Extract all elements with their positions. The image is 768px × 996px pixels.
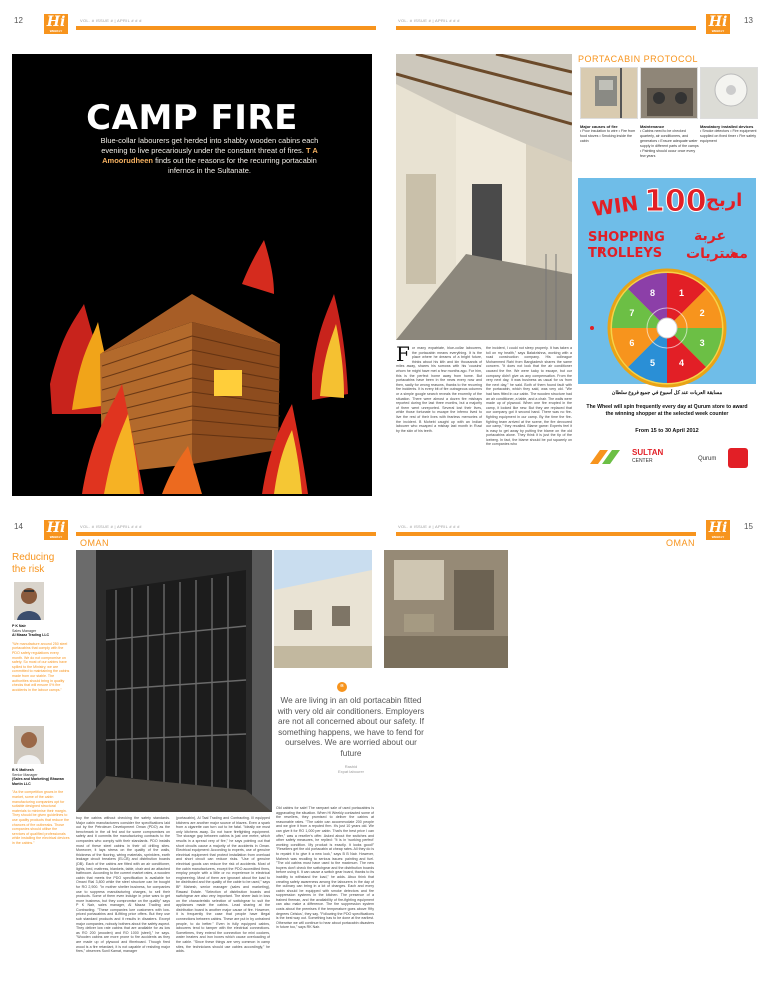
ad-line2: TROLLEYS [588, 246, 663, 261]
wheel-number: 4 [679, 358, 685, 369]
ad-line1: SHOPPING [588, 230, 665, 245]
header-rule [396, 532, 696, 536]
wheel-number: 2 [699, 308, 705, 319]
section-tag: OMAN [80, 538, 109, 548]
person-1-block: P K Nair Sales Manager Al Mazaz Trading LLC "We manufacture around 250 steel portacabins that comply with the PDO safety regulations every month. We do not compromise on safety. So most of our cabins have spilled to the Ministry, we are committed to maintaining the cabins made from our stable. The authorities should bring in quality checks that will ensure 0% fire accidents in the labour camps." [12, 624, 70, 692]
caption-fire-causes: Major causes of fire • Poor insulation to wire • Fire from food stoves • Smoking inside the cabin [580, 124, 636, 143]
hi-logo: Hi WEEKLY [44, 14, 68, 34]
header-rule [76, 26, 376, 30]
avatar-pk-nair [14, 582, 44, 620]
page-number: 13 [744, 16, 753, 25]
cabin-exterior-photo [274, 550, 372, 668]
quote-icon: “ [337, 682, 347, 692]
issue-meta: VOL. # ISSUE # | APRIL # # # [80, 18, 142, 23]
ad-english-body: The Wheel will spin frequently every day at Qurum store to award the winning shopper at the selected week counter [586, 404, 748, 417]
author-name: T A Amoorudheen [102, 146, 318, 165]
header-rule [396, 26, 696, 30]
avatar-bk-mathesh [14, 726, 44, 764]
wheel-number: 3 [699, 337, 705, 348]
ad-arabic-body: مسابقة العربات عند كل أسبوع في جميع فروع سلطان [611, 390, 723, 396]
caption-maintenance: Maintenance • Cabins need to be checked quarterly, air conditioners, and generators • Ensure adequate water supply in different parts of the camps • Painting should occur once every few years [640, 124, 699, 158]
wheel-number: 8 [649, 287, 655, 298]
portacabin-row-photo [396, 54, 572, 340]
hi-logo: Hi WEEKLY [706, 520, 730, 540]
issue-meta: VOL. # ISSUE # | APRIL # # # [398, 18, 460, 23]
page-number: 14 [14, 522, 23, 531]
hero-deck: Blue-collar labourers get herded into shabby wooden cabins each evening to live precariously under the constant threat of fires. T A Amoorudheen finds out the reasons for the recurring portacabin infernos in the Sultanate. [100, 136, 319, 175]
page-number: 15 [744, 522, 753, 531]
wheel-number: 7 [629, 308, 635, 319]
fuse-box-photo [580, 67, 638, 119]
ad-arabic-win: اربح [706, 190, 743, 211]
sultan-center-ad [578, 178, 756, 478]
body-col-1: buy the cabins without checking the safety standards. Major cabin manufacturers consider the specifications laid out by the Petroleum Development Oman (PDO) as the benchmark in the oil fed and for some compromises on safety and it commits the manufacturing contracts to the companies who comply with their standards. PDO installs most of these steel cabins in their oil drilling sites. Moreover, it lays stress on the quality of the walls, thickness of the flooring, wiring materials, sprinklers, earth leakage circuit breakers (ELCB) and distribution boards (DB). Each of the cabins are fitted with an air conditioner, lights, bed, mattress, blankets, table, chair and an attached bathroom. According to the current market rates, a wooden cabin that meets the PDO specification is available for Omani Rial 3,800 while the steel structure can be bought for RO 2,900. "In mother shelter business, for companies use to suppress manufacturing charges, to sell their products. Some of them even indulge in price wars to get more business, but they compromise on the quality" says P K Nair, sales manager, Al Mazaz Trading and Contracting. "These companies lure customers with low-priced portacabins and ill-fitting price offers. But they use sub standard products and it results in disasters. Except major companies, nobody bothers about the safety aspect. They deliver low rate cabins that are available for as low as RO 200 (wooden) and RO 1000 (steel)," he says. "Wooden cabins are more prone to fire accidents as they are made up of plywood and fibreboard. Though fired wood is a fire retardant, it is not capable of resisting major fires," observes Sunil Kamat, manager [76, 816, 170, 954]
issue-meta: VOL. # ISSUE # | APRIL # # # [80, 524, 142, 529]
stove-photo [640, 67, 698, 119]
body-col-3: Old cabins for sale! The rampant sale of used portacabins is aggravating the situation. When Hi Weekly contacted some of the resellers, they promised to deliver the cabins at reasonable rates. "The cabin can accommodate 200 people and we give it from a reputed firm. It's just 10 years old. We can give it for RO 1,000 per cabin. That's the best price I can offer," was a reseller's offer. Asked about the switches and other safety measures, he replied: "It is in 'working perfect' working condition. My product is exactly. It looks good!" "Resellers get the old portacabin at cheap rates. All they do is to repaint it to give it a new look," says B B Nair. However, Mahesh was recalling to serious issues: painting and fuel. "The old cabins must have used to the maximum. The new buyers don't check the switchgear and the distribution boards before using it. It can cause a switch gear board, thanks to its inability to withstand the load," he adds. Abuo think that creating safety awareness among the labourers in the day of the culinary can bring in a lot of changes. Each and every cabin should be equipped with smoke detectors and fire suppression systems in the kitchen. The presence of a trained fireman, and the availability of fire-fighting equipment can also make a difference. The fire suppression system costs about the premises if the temperature goes above 'fifty degrees Celsius', they say. "Following the PDO specifications is the best way out. Something has to be done at the earliest. Otherwise we will continue to hear about portacabin disasters in future too," says RK Nair. [276, 806, 374, 930]
body-col-2: (portacabin), Al Taal Trading and Contracting. Ill equipped kitchens are another major source of blazes. Even a spark from a cigarette can turn out to be fatal. "Ideally we must only kitchens away. Do not have firefighting equipment. The storage gap between cabins is just one metre, which results in a spread very of fire," he says pointing out that short circuits cause a majority of the accidents in Oman. Electrical equipment: According to experts, use of genuine electrical equipment that protect installation from overload and short circuit can reduce risks. "Use of genuine electrical goods can reduce the risk of accidents. Most of the cabin manufacturers, except the PDO accredited firms, employ people with a little or no experience in electrical engineering. Most of them are ignorant about the load to be distributed and the quality of the cable to be used," says BF Mahesh, senior manager (sales and marketing), Rawasi Estate. "Selection of distribution boards and switchgear are also very important. The sheer lack in loss on the characteristic selection of switchgear to suit the appliances made the cabins. Lead sharing at the distribution board is another major cause of fire. However, it is frequently the case that people have illegal connections between cabins. These are put in by untrained people, to do better." Even in fully equipped cabins, labourers tend to tamper with the electrical connections. Sometimes, they extend the connection for mini cookers, water heaters and iron boxes which cause overloading of the cable. "Since these things are very common in camp sites, the technicians should use cables accordingly," he adds. [176, 816, 270, 954]
article-col-1: For many expatriate, blue-collar labourers, the portacabin means everything. It is the place where he dreams of a bright future, thinks about his kith and kin thousands of miles away, shares his sorrows with his 'cousins' whom he might have met a few months ago. For him, this is the perfect home away from home. But portacabins have been in the news every now and then, sadly for wrong reasons, thanks to the recurring fire incidents. It is every bit of fire outrageous columns or a simple google search reveals the enormity of the situation. There were almost a dozen fire mishaps reported during the last three months, but a majority of them went unreported. Several lost their lives, while those fortunate to escape the inferno lived to live the rest of their lives with fearless memories of the incident. B Mohebi caught up with an Indian labourer who escaped a mishap last month in Ruwi by the skin of his teeth. [396, 346, 482, 433]
caption-devices: Mandatory installed devices • Smoke detectors • Fire equipment supplied on fixed timer • Fire safety equipment [700, 124, 757, 143]
hi-logo: Hi WEEKLY [706, 14, 730, 34]
ad-brand: SULTAN [632, 448, 664, 457]
sidebar-title: Reducing the risk [12, 552, 55, 575]
ad-dates: From 15 to 30 April 2012 [635, 428, 699, 434]
cabin-interior-photo [384, 550, 508, 668]
ad-brand-sub: CENTER [632, 458, 653, 464]
pull-quote-source: Rashid Expat labourer [337, 764, 364, 774]
wheel-number: 1 [679, 287, 685, 298]
smoke-detector-photo [700, 67, 758, 119]
page-number: 12 [14, 16, 23, 25]
ad-line1-ar: عربة [694, 228, 727, 244]
hero-photo [12, 54, 372, 496]
pull-quote: We are living in an old portacabin fitted with very old air conditioners. Employers are not all concerned about our safety. If something happens, we have to fend for ourselves. We are worried about our future [277, 696, 425, 758]
hi-logo: Hi WEEKLY [44, 520, 68, 540]
ad-line2-ar: مشتريات [686, 246, 748, 262]
ad-win: WIN [590, 190, 640, 222]
ad-number: 100 [644, 184, 707, 219]
hero-title: CAMP FIRE [86, 98, 298, 138]
wheel-number: 6 [629, 337, 635, 348]
person-2-block: B K Mathesh Senior Manager (Sales and Marketing) Bhawan Martin LLC "As the competition grows in the market, some of the cabin manufacturing companies opt for suitable designed structural materials to minimise their margin. They should be given guidelines to use quality products that reduce the chances of fire outbreaks. Those companies should utilise the services of qualified professionals while installing the electrical devices in the cabins." [12, 768, 70, 845]
issue-meta: VOL. # ISSUE # | APRIL # # # [398, 524, 460, 529]
article-col-2: the incident, I could not sleep properly. It has taken a toll on my health," says Balakrishna, working with a road construction company. His colleague Mohammed Rahi from Bangladesh shares the same concern. "It does not look that the air conditioner caused the fire. We were lucky to escape, but our company didn't give us any compensation. From the very next day, it was business as usual for us from the next day," he said. Both of them found fault with the portacabin, which they said, was very old. "We had fans fitted in our cabin. The wooden structure had an air conditioner, a table, and a chair. The walls were made up of plywood. When one fire erupted in the camp, it looked like new. But they are replaced that our company got it second hand. There was no fire-fighting equipment in our camp. By the time the fire-fighting team arrived at the scene, the fire devoured our camp," they recalled. Blame game: Experts feel it is easy to get away by putting the blame on the old portacabins alone. They think it is just the tip of the iceberg. In fact, the blame should be put squarely on the companies who [486, 346, 572, 447]
header-rule [76, 532, 376, 536]
steel-cabin-frame-photo [76, 550, 272, 812]
wheel-number: 5 [649, 358, 655, 369]
ad-location: Qurum [698, 456, 717, 462]
section-tag: OMAN [666, 538, 695, 548]
portacabin-protocol-title: PORTACABIN PROTOCOL [578, 54, 699, 64]
